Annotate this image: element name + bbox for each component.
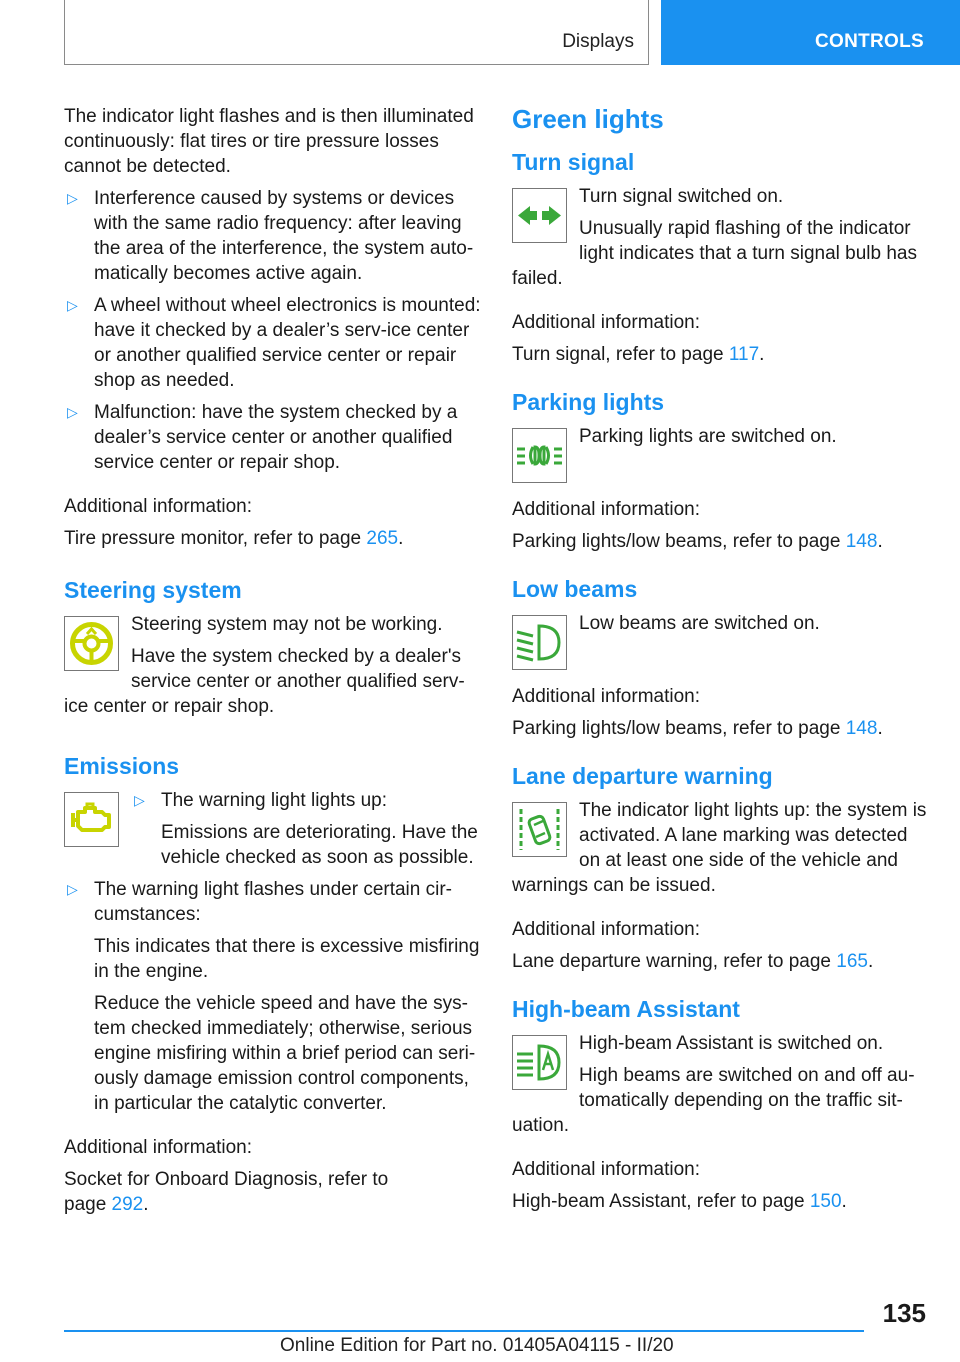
- low-beams-block: [512, 611, 932, 674]
- steering-system-block: [64, 612, 482, 726]
- bullet-text: Interference caused by systems or devices with the same radio frequency: after leaving the area of the interference, the system auto-matically becomes active again.: [94, 188, 474, 284]
- engine-check-icon: [65, 793, 118, 846]
- high-beam-assistant-text-1: High-beam Assistant is switched on.: [579, 1033, 884, 1054]
- steering-system-heading: Steering system: [64, 577, 242, 603]
- steering-warning-lamp: [64, 616, 119, 671]
- turn-signal-lamp: [512, 188, 567, 243]
- header-section-box: [64, 0, 649, 65]
- turn-signal-reference: Turn signal, refer to page 117.: [512, 344, 765, 365]
- left-column: [64, 104, 482, 1224]
- bullet-triangle-icon: ▷: [67, 404, 78, 420]
- lane-departure-icon: [513, 803, 566, 856]
- turn-signal-icon: [513, 189, 566, 242]
- lane-departure-text: The indicator light lights up: the system is activated. A lane marking was detected on at least one side of the vehicle and warnings can be issued.: [512, 800, 927, 896]
- lane-departure-reference: Lane departure warning, refer to page 165.: [512, 951, 874, 972]
- additional-info-label: Additional information:: [64, 496, 252, 517]
- emissions-heading: Emissions: [64, 753, 180, 779]
- bullet-triangle-icon: ▷: [134, 792, 145, 808]
- header-chapter-box: [661, 0, 960, 65]
- turn-signal-heading: Turn signal: [512, 149, 635, 175]
- steering-warning-icon: [65, 617, 118, 670]
- additional-info-label: Additional information:: [64, 1137, 252, 1158]
- high-beam-assistant-block: [512, 1031, 932, 1145]
- lane-departure-heading: Lane departure warning: [512, 763, 773, 789]
- turn-signal-text-2: Unusually rapid flashing of the indicator light indicates that a turn signal bulb has failed.: [512, 218, 917, 289]
- header-chapter-title: CONTROLS: [815, 31, 925, 52]
- page-link-150[interactable]: 150: [809, 1191, 842, 1212]
- bullet-item: [64, 877, 482, 1116]
- bullet-text: Malfunction: have the system checked by a dealer’s service center or another qualified service center or repair shop.: [94, 402, 458, 473]
- lane-departure-lamp: [512, 802, 567, 857]
- additional-info-label: Additional information:: [512, 1159, 700, 1180]
- page-link-292[interactable]: 292: [111, 1194, 144, 1215]
- page-number: 135: [882, 1298, 926, 1328]
- steering-text-2: Have the system checked by a dealer's service center or another qualified serv-ice center or repair shop.: [64, 646, 465, 717]
- bullet-text: Emissions are deteriorating. Have the vehicle checked as soon as possible.: [161, 822, 478, 868]
- parking-lights-reference: Parking lights/low beams, refer to page 148.: [512, 531, 883, 552]
- footer-divider: [64, 1330, 864, 1332]
- parking-lights-icon: [513, 429, 566, 482]
- footer-edition-text: Online Edition for Part no. 01405A04115 - II/20: [280, 1335, 674, 1356]
- bullet-triangle-icon: ▷: [67, 190, 78, 206]
- turn-signal-text-1: Turn signal switched on.: [579, 186, 784, 207]
- turn-signal-block: [512, 184, 932, 298]
- obd-reference: Socket for Onboard Diagnosis, refer to page 292.: [64, 1169, 389, 1215]
- emissions-block: [64, 788, 482, 877]
- low-beams-lamp: [512, 615, 567, 670]
- additional-info-label: Additional information:: [512, 686, 700, 707]
- parking-lights-text: Parking lights are switched on.: [579, 426, 837, 447]
- low-beams-text: Low beams are switched on.: [579, 613, 820, 634]
- bullet-triangle-icon: ▷: [67, 881, 78, 897]
- tire-intro-text: The indicator light flashes and is then illuminated continuously: flat tires or tire pressure losses cannot be detected.: [64, 106, 474, 177]
- engine-check-lamp: [64, 792, 119, 847]
- bullet-item: [64, 293, 482, 393]
- right-column: [512, 104, 932, 1221]
- high-beam-assistant-icon: [513, 1036, 566, 1089]
- parking-lights-lamp: [512, 428, 567, 483]
- parking-lights-heading: Parking lights: [512, 389, 665, 415]
- bullet-text: The warning light lights up:: [161, 790, 388, 811]
- bullet-triangle-icon: ▷: [67, 297, 78, 313]
- high-beam-assistant-reference: High-beam Assistant, refer to page 150.: [512, 1191, 847, 1212]
- header-section-title: Displays: [562, 31, 634, 52]
- bullet-item: [131, 788, 482, 870]
- low-beams-heading: Low beams: [512, 576, 638, 602]
- tire-pressure-reference: Tire pressure monitor, refer to page 265.: [64, 528, 404, 549]
- high-beam-assistant-lamp: [512, 1035, 567, 1090]
- bullet-item: [64, 400, 482, 475]
- additional-info-label: Additional information:: [512, 312, 700, 333]
- low-beam-icon: [513, 616, 566, 669]
- additional-info-label: Additional information:: [512, 919, 700, 940]
- page-link-148[interactable]: 148: [845, 718, 878, 739]
- bullet-item: [64, 186, 482, 286]
- bullet-text: Reduce the vehicle speed and have the sys-tem checked immediately; otherwise, serious engine misfiring within a brief period can seri-ously damage emission control components, in particular the catalytic converter.: [94, 993, 476, 1114]
- bullet-text: The warning light flashes under certain cir-cumstances:: [94, 879, 453, 925]
- high-beam-assistant-text-2: High beams are switched on and off au-tomatically depending on the traffic sit-uation.: [512, 1065, 915, 1136]
- steering-text-1: Steering system may not be working.: [131, 614, 443, 635]
- green-lights-heading: Green lights: [512, 104, 664, 134]
- lane-departure-block: [512, 798, 932, 905]
- page-link-265[interactable]: 265: [366, 528, 399, 549]
- bullet-text: A wheel without wheel electronics is mounted: have it checked by a dealer’s serv-ice center or another qualified service center or repair shop as needed.: [94, 295, 481, 391]
- additional-info-label: Additional information:: [512, 499, 700, 520]
- page-link-148[interactable]: 148: [845, 531, 878, 552]
- parking-lights-block: [512, 424, 932, 487]
- page-link-165[interactable]: 165: [836, 951, 868, 972]
- bullet-text: This indicates that there is excessive misfiring in the engine.: [94, 936, 480, 982]
- low-beams-reference: Parking lights/low beams, refer to page 148.: [512, 718, 883, 739]
- high-beam-assistant-heading: High-beam Assistant: [512, 996, 740, 1022]
- page-link-117[interactable]: 117: [728, 344, 760, 365]
